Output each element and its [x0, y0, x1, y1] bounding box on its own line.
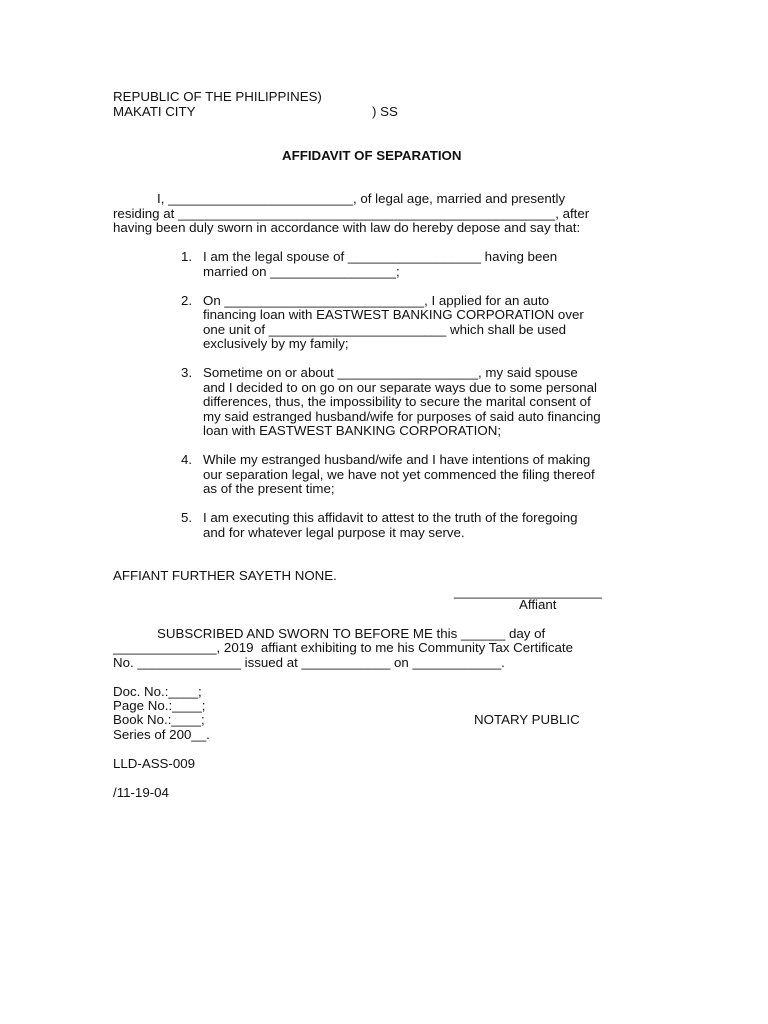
item-4-line-1: While my estranged husband/wife and I have intentions of making — [203, 452, 591, 467]
header-city: MAKATI CITY — [113, 104, 196, 119]
intro-line-1: I, _________________________, of legal age, married and presently — [157, 191, 566, 206]
series-no: Series of 200__. — [113, 727, 210, 742]
item-number: 3. — [181, 365, 193, 380]
item-1-line-1: I am the legal spouse of __________________ having been — [203, 249, 558, 264]
item-4-line-3: as of the present time; — [203, 481, 335, 496]
signature-label: Affiant — [519, 597, 557, 612]
form-date: /11-19-04 — [113, 785, 169, 800]
form-code: LLD-ASS-009 — [113, 756, 196, 771]
header-republic: REPUBLIC OF THE PHILIPPINES) — [113, 89, 322, 104]
item-4-line-2: our separation legal, we have not yet commenced the filing thereof — [203, 467, 595, 482]
item-number: 4. — [181, 452, 193, 467]
item-3-line-3: differences, thus, the impossibility to secure the marital consent of — [203, 394, 591, 409]
item-number: 5. — [181, 510, 193, 525]
intro-line-2: residing at ___________________________________________________, after — [113, 206, 590, 221]
item-3-line-5: loan with EASTWEST BANKING CORPORATION; — [203, 423, 502, 438]
item-2-line-2: financing loan with EASTWEST BANKING CORPORATION over — [203, 307, 584, 322]
item-2-line-1: On ___________________________, I applied for an auto — [203, 293, 550, 308]
item-2-line-3: one unit of ________________________ which shall be used — [203, 322, 567, 337]
jurat-line-3: No. ______________ issued at ____________ on ____________. — [113, 655, 505, 670]
item-3-line-1: Sometime on or about ___________________, my said spouse — [203, 365, 578, 380]
doc-no: Doc. No.:____; — [113, 684, 202, 699]
closing-statement: AFFIANT FURTHER SAYETH NONE. — [113, 568, 337, 583]
document-title: AFFIDAVIT OF SEPARATION — [282, 148, 462, 163]
notary-public-label: NOTARY PUBLIC — [474, 712, 580, 727]
item-1-line-2: married on _________________; — [203, 264, 400, 279]
jurat-line-1: SUBSCRIBED AND SWORN TO BEFORE ME this ______ day of — [157, 626, 546, 641]
item-5-line-1: I am executing this affidavit to attest to the truth of the foregoing — [203, 510, 578, 525]
item-5-line-2: and for whatever legal purpose it may serve. — [203, 525, 465, 540]
header-ss: ) SS — [372, 104, 398, 119]
item-number: 1. — [181, 249, 193, 264]
signature-line: ____________________ — [454, 584, 602, 599]
item-2-line-4: exclusively by my family; — [203, 336, 349, 351]
item-3-line-4: my said estranged husband/wife for purposes of said auto financing — [203, 409, 601, 424]
book-no: Book No.:____; — [113, 712, 205, 727]
item-3-line-2: and I decided to on go on our separate ways due to some personal — [203, 380, 597, 395]
jurat-line-2: ______________, 2019 affiant exhibiting to me his Community Tax Certificate — [113, 640, 574, 655]
intro-line-3: having been duly sworn in accordance with law do hereby depose and say that: — [113, 220, 581, 235]
page-no: Page No.:____; — [113, 698, 206, 713]
item-number: 2. — [181, 293, 193, 308]
